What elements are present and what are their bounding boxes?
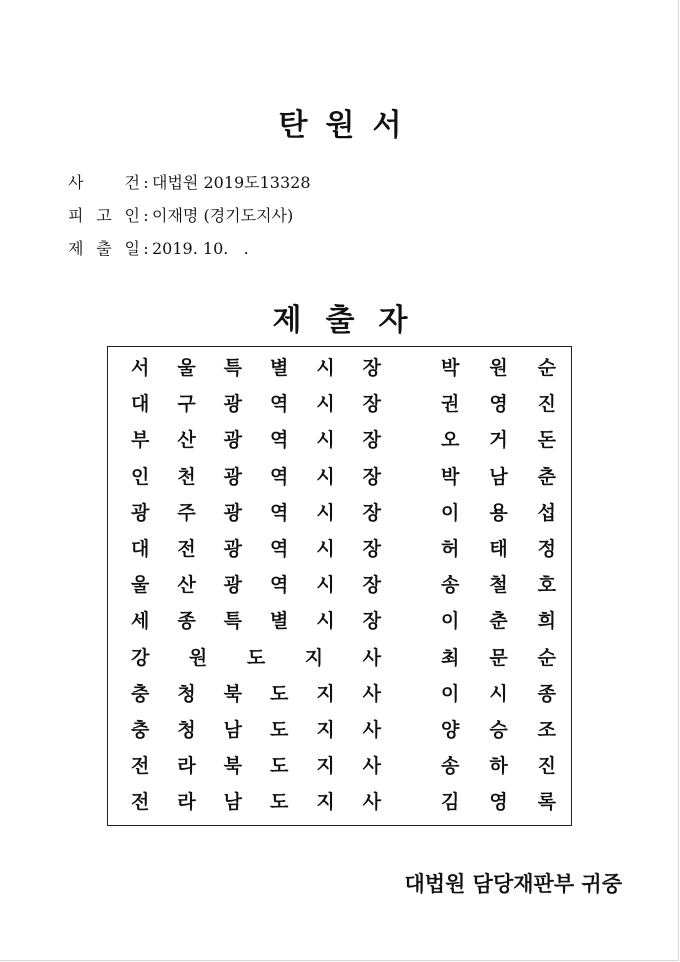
case-info [68,166,311,265]
submitter-row [108,715,571,745]
separator: : [143,205,149,225]
submitter-name: 양 승 조 [441,719,556,741]
submitter-row [108,353,571,383]
date-value: 2019. 10. . [152,238,249,258]
addressee: 대법원 담당재판부 귀중 [404,872,622,896]
submitter-name: 이 시 종 [441,682,556,705]
submitter-title: 대 구 광 역 시 장 [131,393,381,416]
submitter-name: 권 영 진 [441,393,556,416]
submitter-row [108,787,571,817]
submitter-name: 송 철 호 [441,574,556,597]
submitter-title: 대 전 광 역 시 장 [131,538,381,560]
section-title: 제출자 [272,303,432,338]
submitter-name: 오 거 돈 [441,429,556,452]
submitter-row [108,389,571,419]
submitter-row [108,679,571,709]
submitter-title: 울 산 광 역 시 장 [131,574,381,597]
submitter-row [108,570,571,600]
submitter-row [108,751,571,781]
submitter-name: 허 태 정 [441,538,556,560]
submitter-row [108,462,571,492]
submitter-name: 김 영 록 [441,791,556,814]
defendant-value: 이재명 (경기도지사) [152,205,294,225]
submitter-name: 이 춘 희 [441,610,556,633]
submitter-title: 광 주 광 역 시 장 [131,501,381,524]
separator: : [143,172,149,192]
submitter-title: 부 산 광 역 시 장 [131,429,381,452]
case-label: 사 건 [68,172,140,192]
submitters-table [107,346,572,826]
submitter-title: 강 원 도 지 사 [131,646,381,669]
case-row [68,166,311,199]
submitter-title: 서 울 특 별 시 장 [131,357,381,379]
submitter-name: 송 하 진 [441,755,556,778]
submitter-title: 세 종 특 별 시 장 [131,610,381,633]
submitter-title: 전 라 남 도 지 사 [131,791,381,814]
submitter-name: 박 원 순 [441,357,556,379]
submitter-row [108,498,571,528]
submitter-name: 박 남 춘 [441,465,556,488]
submitter-title: 전 라 북 도 지 사 [131,755,381,778]
defendant-label: 피 고 인 [68,205,140,225]
submitter-title: 충 청 북 도 지 사 [131,682,381,705]
submitter-name: 이 용 섭 [441,501,556,524]
document-title: 탄원서 [278,108,420,143]
submitter-row [108,606,571,636]
date-row [68,232,311,265]
case-value: 대법원 2019도13328 [152,172,311,192]
defendant-row [68,199,311,232]
submitter-row [108,643,571,673]
submitter-row [108,425,571,455]
submitter-name: 최 문 순 [441,646,556,669]
date-label: 제 출 일 [68,238,140,258]
separator: : [143,238,149,258]
submitter-title: 인 천 광 역 시 장 [131,465,381,488]
submitter-row [108,534,571,564]
submitter-title: 충 청 남 도 지 사 [131,719,381,741]
